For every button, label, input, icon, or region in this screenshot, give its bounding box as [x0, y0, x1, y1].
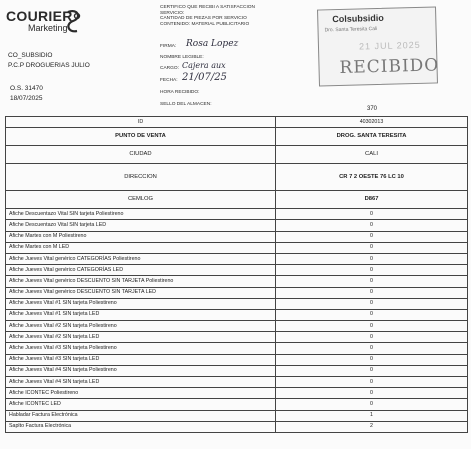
courier-logo-subtext: Marketing [28, 23, 68, 33]
item-quantity: 1 [276, 410, 468, 421]
item-quantity: 0 [276, 365, 468, 376]
item-label: Afiche Jueves Vital #2 SIN tarjeta Poliestireno [6, 321, 276, 332]
id-row [6, 117, 468, 128]
addr-value: CR 7 2 OESTE 76 LC 10 [276, 164, 468, 191]
item-quantity: 0 [276, 399, 468, 410]
item-quantity: 0 [276, 253, 468, 264]
table-row [6, 265, 468, 276]
table-row [6, 388, 468, 399]
table-row [6, 309, 468, 320]
item-quantity: 0 [276, 298, 468, 309]
nombre-label: NOMBRE LEGIBLE: [160, 55, 204, 60]
item-label: Afiche Jueves Vital #1 SIN tarjeta Poliestireno [6, 298, 276, 309]
item-quantity: 0 [276, 321, 468, 332]
table-row [6, 399, 468, 410]
cemlog-value: D867 [276, 191, 468, 209]
table-row [6, 287, 468, 298]
stamp-status: RECIBIDO [339, 55, 440, 78]
item-label: Afiche Jueves Vital #2 SIN tarjeta LED [6, 332, 276, 343]
item-quantity: 0 [276, 343, 468, 354]
item-quantity: 0 [276, 242, 468, 253]
table-row [6, 365, 468, 376]
table-row [6, 377, 468, 388]
courier-logo-text: COURIER [6, 8, 73, 24]
client-subline: P.C.P DROGUERIAS JULIO [8, 62, 90, 69]
item-label: Afiche Jueves Vital genérico CATEGORÍAS Poliestireno [6, 253, 276, 264]
table-row [6, 410, 468, 421]
item-label: Afiche Martes con M Poliestireno [6, 231, 276, 242]
item-label: Afiche Descuentazo Vital SIN tarjeta Poliestireno [6, 209, 276, 220]
item-label: Afiche ICONTEC Poliestireno [6, 388, 276, 399]
item-label: Afiche Jueves Vital #3 SIN tarjeta LED [6, 354, 276, 365]
cargo-label: CARGO: [160, 66, 179, 71]
item-quantity: 0 [276, 309, 468, 320]
stamp-title: Colsubsidio [332, 12, 384, 25]
item-label: Afiche Jueves Vital genérico DESCUENTO SIN TARJETA Poliestireno [6, 276, 276, 287]
sello-label: SELLO DEL ALMACEN: [160, 102, 212, 107]
courier-logo-icon [62, 8, 84, 34]
id-value: 40302013 [276, 117, 468, 128]
fecha-label: FECHA: [160, 78, 178, 83]
reception-stamp [317, 6, 438, 86]
cemlog-label: CEMLOG [6, 191, 276, 209]
id-label: ID [6, 117, 276, 128]
firma-label: FIRMA: [160, 44, 177, 49]
stamp-date: 21 JUL 2025 [358, 39, 421, 52]
table-row [6, 242, 468, 253]
item-label: Saplto Factura Electrónica [6, 421, 276, 432]
item-label: Afiche Martes con M LED [6, 242, 276, 253]
top-number: 370 [367, 106, 378, 112]
item-label: Afiche Descuentazo Vital SIN tarjeta LED [6, 220, 276, 231]
cert-line: SERVICIO: [160, 10, 185, 16]
cert-line: CONTENIDO: MATERIAL PUBLICITARIO [160, 21, 250, 27]
pv-label: PUNTO DE VENTA [6, 128, 276, 146]
item-label: Afiche Jueves Vital genérico DESCUENTO SIN TARJETA LED [6, 287, 276, 298]
table-row [6, 343, 468, 354]
item-quantity: 0 [276, 231, 468, 242]
item-quantity: 0 [276, 265, 468, 276]
delivery-table [5, 116, 468, 433]
item-label: Afiche Jueves Vital #3 SIN tarjeta Poliestireno [6, 343, 276, 354]
fecha-handwritten: 21/07/25 [182, 72, 227, 83]
item-quantity: 0 [276, 354, 468, 365]
item-label: Afiche Jueves Vital genérico CATEGORÍAS LED [6, 265, 276, 276]
table-row [6, 220, 468, 231]
item-quantity: 0 [276, 332, 468, 343]
stamp-subtitle: Dro. Santa Teresita Cali [324, 26, 378, 34]
item-quantity: 0 [276, 287, 468, 298]
item-quantity: 2 [276, 421, 468, 432]
item-quantity: 0 [276, 276, 468, 287]
item-label: Afiche Jueves Vital #4 SIN tarjeta Poliestireno [6, 365, 276, 376]
item-quantity: 0 [276, 388, 468, 399]
cargo-handwritten: Cajera aux [182, 61, 226, 70]
city-value: CALI [276, 146, 468, 164]
table-row [6, 332, 468, 343]
table-row [6, 231, 468, 242]
city-label: CIUDAD [6, 146, 276, 164]
table-row [6, 354, 468, 365]
certification-block [160, 5, 290, 27]
item-label: Afiche Jueves Vital #1 SIN tarjeta LED [6, 309, 276, 320]
item-label: Habladar Factura Electrónica [6, 410, 276, 421]
client-name: CO_SUBSIDIO [8, 52, 53, 59]
item-label: Afiche Jueves Vital #4 SIN tarjeta LED [6, 377, 276, 388]
city-row [6, 146, 468, 164]
item-quantity: 0 [276, 220, 468, 231]
pv-value: DROG. SANTA TERESITA [276, 128, 468, 146]
table-row [6, 421, 468, 432]
cert-line: CERTIFICO QUE RECIBI A SATISFACCION [160, 5, 255, 10]
item-quantity: 0 [276, 209, 468, 220]
addr-label: DIRECCION [6, 164, 276, 191]
item-quantity: 0 [276, 377, 468, 388]
table-row [6, 209, 468, 220]
table-row [6, 298, 468, 309]
cemlog-row [6, 191, 468, 209]
hora-label: HORA RECIBIDO: [160, 90, 200, 95]
table-row [6, 253, 468, 264]
addr-row [6, 164, 468, 191]
order-date: 18/07/2025 [10, 95, 43, 102]
cert-line: CANTIDAD DE PIEZAS POR SERVICIO [160, 16, 247, 22]
firma-signature: Rosa Lopez [186, 39, 239, 49]
table-row [6, 276, 468, 287]
table-row [6, 321, 468, 332]
pv-row [6, 128, 468, 146]
item-label: Afiche ICONTEC LED [6, 399, 276, 410]
order-number: O.S. 31470 [10, 85, 43, 92]
